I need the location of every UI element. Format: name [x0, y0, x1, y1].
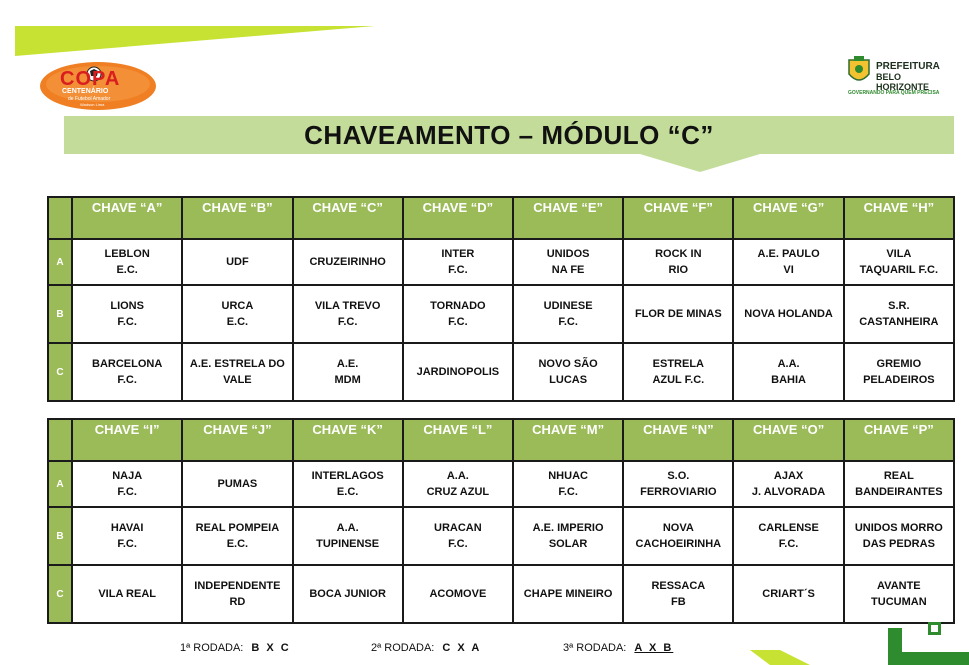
table-row — [48, 507, 954, 565]
corner-decoration — [750, 620, 969, 665]
team-cell — [513, 343, 623, 401]
chave-header: CHAVE “P” — [844, 419, 954, 461]
team-name-line: URACAN — [434, 522, 482, 534]
page-title: CHAVEAMENTO – MÓDULO “C” — [304, 120, 714, 150]
team-name-line: NOVA HOLANDA — [744, 308, 833, 320]
team-cell — [513, 239, 623, 285]
team-name-line: UDF — [226, 256, 249, 268]
team-cell — [844, 507, 954, 565]
logo-copa-sub1: CENTENÁRIO — [62, 88, 109, 95]
team-cell — [844, 565, 954, 623]
round-1-label: 1ª RODADA: — [180, 642, 244, 654]
team-name-line: CRUZ AZUL — [426, 486, 490, 498]
team-name-line: LEBLON — [104, 248, 150, 260]
team-name-line: F.C. — [117, 486, 137, 498]
team-cell — [293, 285, 403, 343]
team-cell — [293, 461, 403, 507]
team-name-line: A.E. PAULO — [757, 248, 820, 260]
team-name-line: TORNADO — [430, 300, 486, 312]
team-name-line: VALE — [223, 374, 252, 386]
team-name-line: CRUZEIRINHO — [309, 256, 386, 268]
team-name-line: PELADEIROS — [863, 374, 935, 386]
team-cell — [623, 461, 733, 507]
team-cell — [403, 507, 513, 565]
table-row — [48, 565, 954, 623]
team-name-line: UDINESE — [543, 300, 593, 312]
team-name-line: FERROVIARIO — [640, 486, 717, 498]
team-name-line: VILA — [886, 248, 912, 260]
team-cell — [72, 343, 182, 401]
team-name-line: S.R. — [888, 300, 910, 312]
team-name-line: NA FE — [551, 264, 585, 276]
team-name-line: F.C. — [448, 538, 468, 550]
team-name-line: LUCAS — [549, 374, 588, 386]
team-name-line: E.C. — [336, 486, 359, 498]
round-3-label: 3ª RODADA: — [563, 642, 627, 654]
row-label: B — [48, 507, 72, 565]
logo-pbh-line1: PREFEITURA — [876, 61, 940, 72]
round-3 — [563, 642, 673, 654]
team-cell — [513, 565, 623, 623]
chave-header: CHAVE “K” — [293, 419, 403, 461]
team-name-line: INTERLAGOS — [311, 470, 384, 482]
bracket-table-1 — [47, 196, 955, 402]
team-cell — [733, 239, 843, 285]
team-name-line: F.C. — [337, 316, 358, 328]
team-name-line: CHAPE MINEIRO — [523, 588, 613, 600]
team-name-line: NOVA — [662, 522, 694, 534]
team-name-line: TAQUARIL F.C. — [859, 264, 939, 276]
team-name-line: A.E. ESTRELA DO — [189, 358, 285, 370]
chave-header: CHAVE “G” — [733, 197, 843, 239]
copa-centenario-logo — [38, 60, 158, 112]
team-name-line: NAJA — [112, 470, 143, 482]
team-cell — [844, 343, 954, 401]
team-cell — [513, 461, 623, 507]
round-3-value: A X B — [634, 642, 674, 654]
chave-header: CHAVE “A” — [72, 197, 182, 239]
team-cell — [72, 239, 182, 285]
team-name-line: A.A. — [446, 470, 469, 482]
team-cell — [844, 461, 954, 507]
team-name-line: VI — [783, 264, 794, 276]
team-name-line: A.A. — [336, 522, 359, 534]
team-name-line: F.C. — [117, 316, 137, 328]
team-cell — [182, 343, 292, 401]
team-cell — [293, 507, 403, 565]
team-cell — [844, 239, 954, 285]
team-name-line: CACHOEIRINHA — [635, 538, 722, 550]
team-name-line: VILA REAL — [98, 588, 156, 600]
team-name-line: NOVO SÃO — [538, 358, 598, 370]
chave-header: CHAVE “E” — [513, 197, 623, 239]
team-name-line: E.C. — [226, 316, 249, 328]
team-cell — [403, 285, 513, 343]
team-cell — [182, 507, 292, 565]
team-name-line: F.C. — [558, 486, 578, 498]
team-cell — [844, 285, 954, 343]
chave-header: CHAVE “N” — [623, 419, 733, 461]
team-name-line: CARLENSE — [758, 522, 819, 534]
team-name-line: REAL — [883, 470, 914, 482]
row-label: C — [48, 565, 72, 623]
team-name-line: RIO — [668, 264, 689, 276]
team-cell — [733, 461, 843, 507]
chave-header: CHAVE “H” — [844, 197, 954, 239]
team-cell — [403, 565, 513, 623]
team-name-line: BAHIA — [771, 374, 806, 386]
team-cell — [182, 461, 292, 507]
team-cell — [733, 565, 843, 623]
team-name-line: E.C. — [226, 538, 249, 550]
team-name-line: REAL POMPEIA — [195, 522, 280, 534]
logo-copa-text: COPA — [60, 68, 121, 90]
table-row — [48, 239, 954, 285]
team-name-line: BANDEIRANTES — [855, 486, 943, 498]
chave-header: CHAVE “B” — [182, 197, 292, 239]
title-band-arrow — [640, 154, 760, 172]
team-name-line: BARCELONA — [92, 358, 163, 370]
team-name-line: PUMAS — [217, 478, 258, 490]
logo-copa-sub3: Wadson Lima — [80, 102, 105, 107]
chave-header: CHAVE “D” — [403, 197, 513, 239]
team-name-line: UNIDOS — [546, 248, 590, 260]
team-name-line: AVANTE — [877, 580, 921, 592]
team-name-line: INDEPENDENTE — [194, 580, 281, 592]
team-cell — [182, 285, 292, 343]
table-corner — [48, 197, 72, 239]
team-name-line: J. ALVORADA — [751, 486, 826, 498]
logo-pbh-tagline: GOVERNANDO PARA QUEM PRECISA — [848, 90, 940, 96]
team-name-line: JARDINOPOLIS — [416, 366, 500, 378]
team-name-line: TUPINENSE — [316, 538, 380, 550]
chave-header: CHAVE “J” — [182, 419, 292, 461]
team-cell — [182, 239, 292, 285]
row-label: A — [48, 461, 72, 507]
team-cell — [623, 343, 733, 401]
team-name-line: A.A. — [777, 358, 800, 370]
team-cell — [72, 461, 182, 507]
team-name-line: SOLAR — [548, 538, 588, 550]
round-2-value: C X A — [442, 642, 482, 654]
team-name-line: AZUL F.C. — [652, 374, 705, 386]
team-name-line: ACOMOVE — [429, 588, 487, 600]
team-cell — [513, 285, 623, 343]
team-name-line: HAVAI — [110, 522, 144, 534]
team-name-line: F.C. — [778, 538, 799, 550]
team-name-line: RD — [229, 596, 246, 608]
team-name-line: DAS PEDRAS — [862, 538, 935, 550]
team-name-line: INTER — [441, 248, 475, 260]
chave-header: CHAVE “I” — [72, 419, 182, 461]
team-name-line: BOCA JUNIOR — [309, 588, 386, 600]
team-cell — [403, 461, 513, 507]
team-name-line: E.C. — [116, 264, 138, 276]
chave-header: CHAVE “M” — [513, 419, 623, 461]
round-1 — [180, 642, 291, 654]
team-cell — [72, 565, 182, 623]
team-name-line: F.C. — [558, 316, 578, 328]
team-cell — [623, 239, 733, 285]
team-cell — [623, 507, 733, 565]
team-name-line: ROCK IN — [655, 248, 702, 260]
team-name-line: F.C. — [117, 538, 137, 550]
table-row — [48, 285, 954, 343]
team-name-line: FLOR DE MINAS — [634, 308, 722, 320]
team-name-line: GREMIO — [876, 358, 922, 370]
table-corner — [48, 419, 72, 461]
bracket-table-2 — [47, 418, 955, 624]
team-cell — [623, 285, 733, 343]
team-cell — [293, 239, 403, 285]
team-name-line: RESSACA — [651, 580, 706, 592]
team-cell — [733, 507, 843, 565]
round-1-value: B X C — [251, 642, 291, 654]
team-cell — [293, 565, 403, 623]
prefeitura-bh-logo — [846, 56, 946, 96]
team-name-line: ESTRELA — [652, 358, 704, 370]
round-2 — [371, 642, 481, 654]
team-cell — [733, 343, 843, 401]
row-label: A — [48, 239, 72, 285]
team-cell — [293, 343, 403, 401]
team-name-line: UNIDOS MORRO — [854, 522, 943, 534]
chave-header: CHAVE “O” — [733, 419, 843, 461]
logo-pbh-line2: BELO HORIZONTE — [876, 72, 929, 92]
team-cell — [733, 285, 843, 343]
bh-coat-of-arms-icon — [846, 56, 872, 86]
team-name-line: F.C. — [448, 264, 468, 276]
team-name-line: FB — [671, 596, 686, 608]
team-name-line: A.E. IMPERIO — [532, 522, 604, 534]
team-name-line: VILA TREVO — [314, 300, 381, 312]
logo-copa-sub2: de Futebol Amador — [68, 96, 111, 102]
team-cell — [72, 507, 182, 565]
team-name-line: NHUAC — [548, 470, 588, 482]
team-name-line: F.C. — [448, 316, 468, 328]
team-name-line: MDM — [334, 374, 361, 386]
chave-header: CHAVE “C” — [293, 197, 403, 239]
team-name-line: AJAX — [773, 470, 804, 482]
team-name-line: TUCUMAN — [871, 596, 927, 608]
team-name-line: S.O. — [667, 470, 690, 482]
table-row — [48, 461, 954, 507]
team-cell — [403, 239, 513, 285]
table-row — [48, 343, 954, 401]
team-name-line: A.E. — [336, 358, 359, 370]
row-label: C — [48, 343, 72, 401]
team-name-line: CASTANHEIRA — [859, 316, 939, 328]
team-cell — [513, 507, 623, 565]
team-name-line: CRIART´S — [762, 588, 815, 600]
team-name-line: F.C. — [117, 374, 137, 386]
team-name-line: LIONS — [110, 300, 144, 312]
team-cell — [623, 565, 733, 623]
chave-header: CHAVE “F” — [623, 197, 733, 239]
team-cell — [403, 343, 513, 401]
top-stripe-decoration — [15, 26, 375, 56]
round-2-label: 2ª RODADA: — [371, 642, 435, 654]
team-cell — [182, 565, 292, 623]
team-name-line: URCA — [221, 300, 254, 312]
row-label: B — [48, 285, 72, 343]
chave-header: CHAVE “L” — [403, 419, 513, 461]
team-cell — [72, 285, 182, 343]
